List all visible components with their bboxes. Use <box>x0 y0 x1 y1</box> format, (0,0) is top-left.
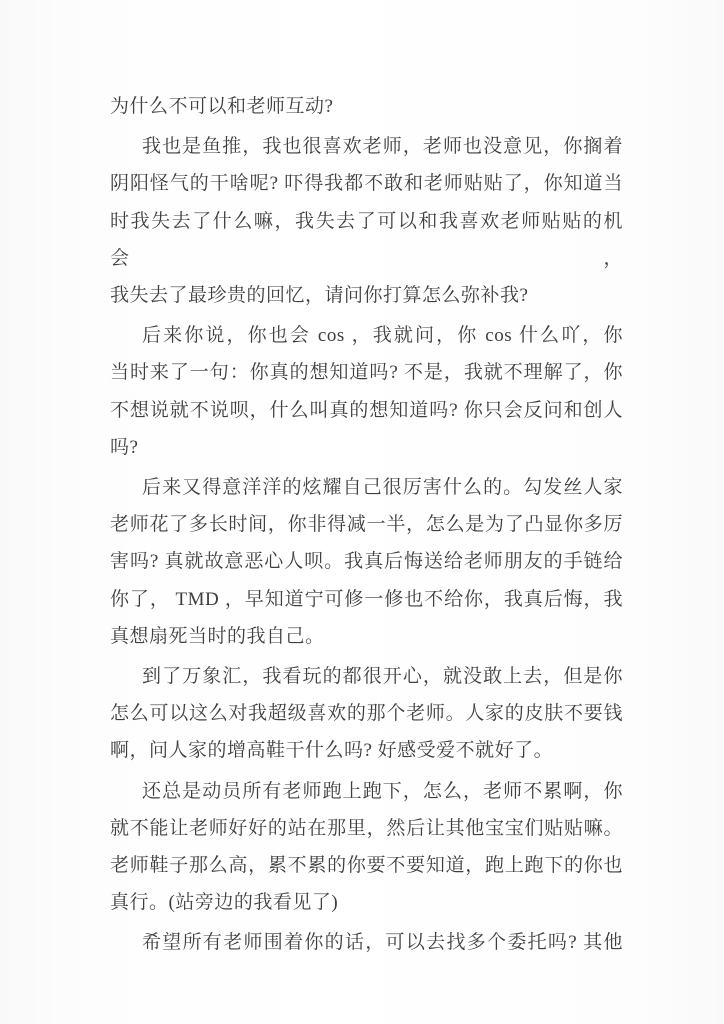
document-text <box>110 88 623 965</box>
paragraph <box>110 924 623 961</box>
text-line: 啊，问人家的增高鞋干什么吗? 好感受爱不就好了。 <box>110 740 554 762</box>
text-line: 时我失去了什么嘛，我失去了可以和我喜欢老师贴贴的机会， <box>110 210 623 269</box>
text-line: 我失去了最珍贵的回忆，请问你打算怎么弥补我? <box>110 285 529 307</box>
paragraph <box>110 658 623 770</box>
text-line: 真想扇死当时的我自己。 <box>110 625 325 647</box>
text-line: 老师花了多长时间，你非得减一半，怎么是为了凸显你多厉 <box>110 514 623 536</box>
text-line: 不想说就不说呗，什么叫真的想知道吗? 你只会反问和创人 <box>110 399 623 421</box>
text-line: 你了， TMD ，早知道宁可修一修也不给你，我真后悔，我 <box>110 588 623 610</box>
text-line: 就不能让老师好好的站在那里，然后让其他宝宝们贴贴嘛。 <box>110 817 623 839</box>
text-line: 希望所有老师围着你的话，可以去找多个委托吗? 其他 <box>142 932 623 954</box>
text-line: 害吗? 真就故意恶心人呗。我真后悔送给老师朋友的手链给 <box>110 551 623 573</box>
paragraph <box>110 128 623 314</box>
text-line: 老师鞋子那么高，累不累的你要不要知道，跑上跑下的你也 <box>110 855 623 877</box>
text-line: 我也是鱼推，我也很喜欢老师，老师也没意见，你搁着 <box>142 136 623 158</box>
text-line: 真行。(站旁边的我看见了) <box>110 892 339 914</box>
text-line: 阴阳怪气的干啥呢? 吓得我都不敢和老师贴贴了，你知道当 <box>110 173 623 195</box>
text-line: 后来你说，你也会 cos ，我就问，你 cos 什么吖，你 <box>142 325 623 347</box>
text-line: 后来又得意洋洋的炫耀自己很厉害什么的。勾发丝人家 <box>142 477 623 499</box>
text-line: 怎么可以这么对我超级喜欢的那个老师。人家的皮肤不要钱 <box>110 703 623 725</box>
paragraph <box>110 469 623 655</box>
paragraph <box>110 317 623 466</box>
text-line: 还总是动员所有老师跑上跑下，怎么，老师不累啊，你 <box>142 780 623 802</box>
paragraph <box>110 88 623 125</box>
text-line: 为什么不可以和老师互动? <box>110 96 334 117</box>
text-line: 吗? <box>110 436 139 458</box>
text-line: 到了万象汇，我看玩的都很开心，就没敢上去，但是你 <box>142 666 623 688</box>
text-line: 当时来了一句：你真的想知道吗? 不是，我就不理解了，你 <box>110 362 623 384</box>
paragraph <box>110 773 623 922</box>
